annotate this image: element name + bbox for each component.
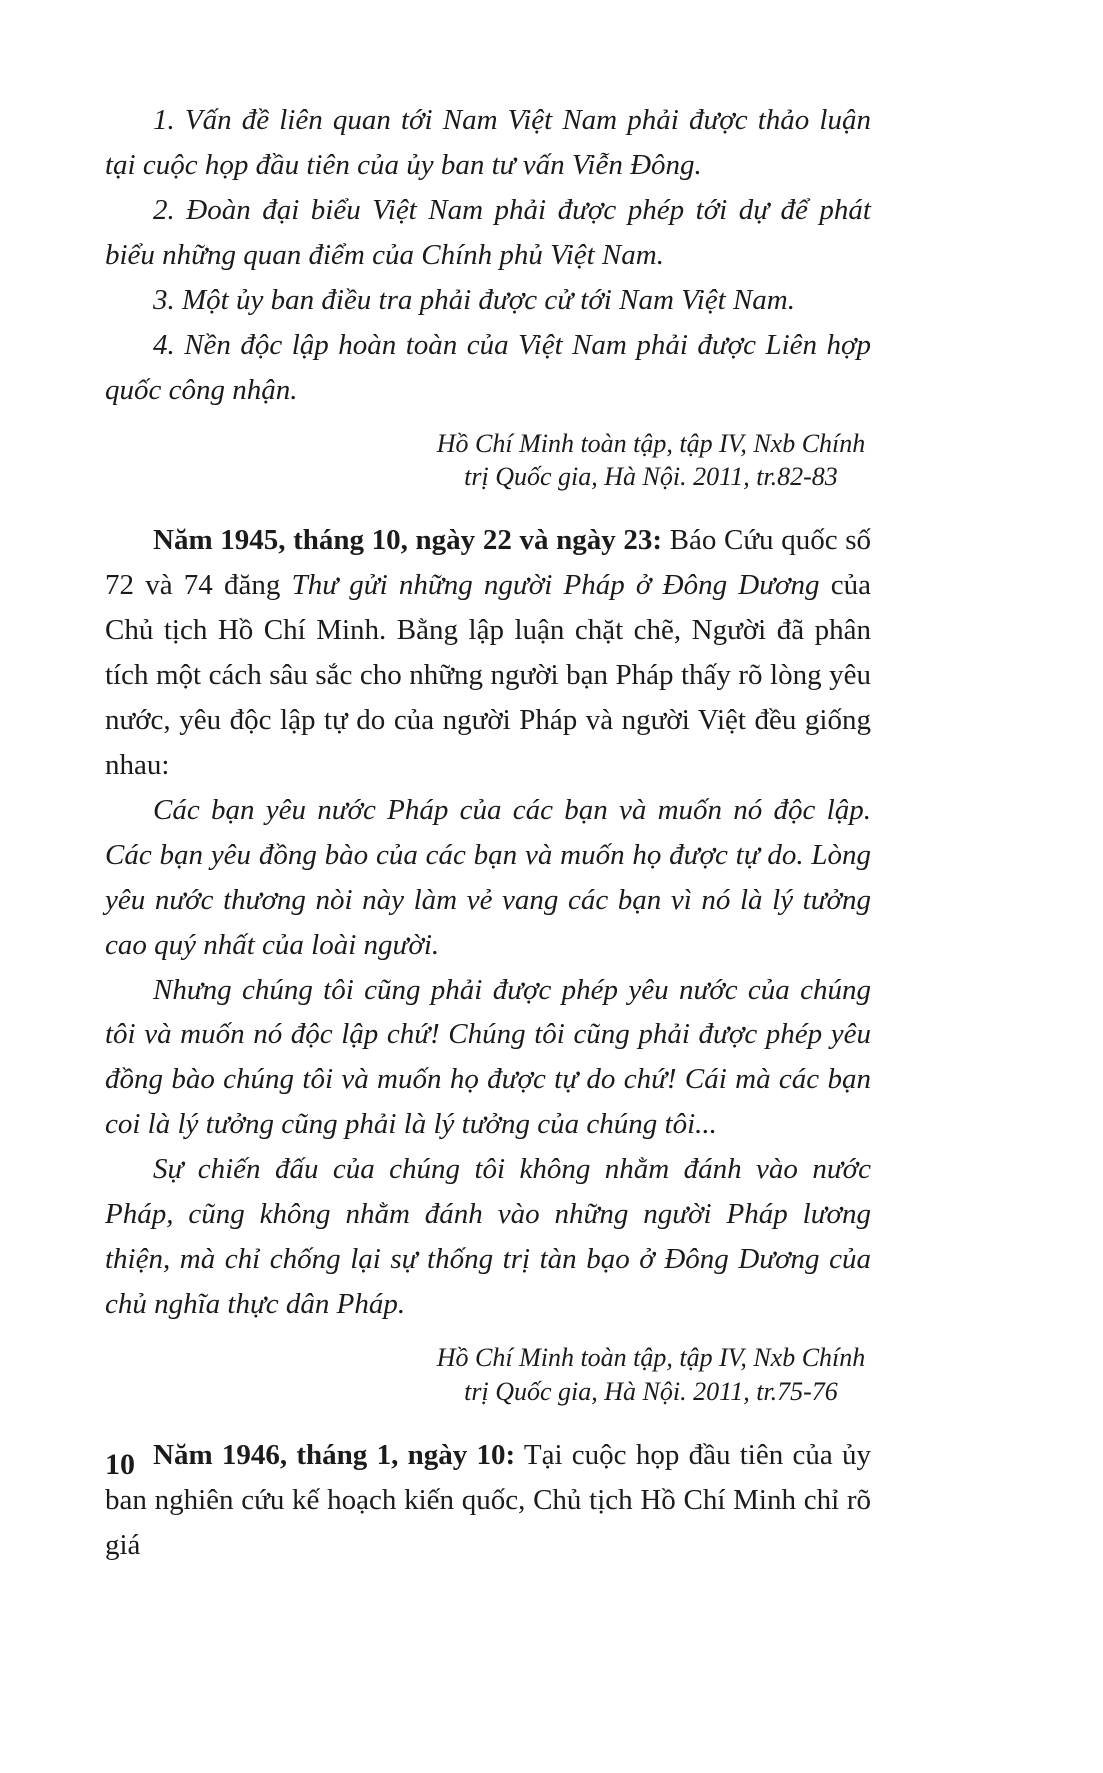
numbered-point-4: 4. Nền độc lập hoàn toàn của Việt Nam phải được Liên hợp quốc công nhận. xyxy=(105,328,871,406)
quote-paragraph-2: Nhưng chúng tôi cũng phải được phép yêu nước của chúng tôi và muốn nó độc lập chứ! Chúng tôi cũng phải được phép yêu đồng bào chúng tôi và muốn họ được tự do chứ! Cái mà các bạn coi là lý tưởng cũng phải là lý tưởng của chúng tôi... xyxy=(105,973,871,1141)
source-citation-1 xyxy=(431,427,871,495)
quote-paragraph-1: Các bạn yêu nước Pháp của các bạn và muốn nó độc lập. Các bạn yêu đồng bào của các bạn và muốn họ được tự do. Lòng yêu nước thương nòi này làm vẻ vang các bạn vì nó là lý tưởng cao quý nhất của loài người. xyxy=(105,793,871,961)
date-heading: Năm 1945, tháng 10, ngày 22 và ngày 23: xyxy=(153,524,663,557)
citation-line: trị Quốc gia, Hà Nội. 2011, tr.82-83 xyxy=(464,462,838,492)
paragraph-text: Báo Cứu quốc số 72 và 74 đăng xyxy=(105,524,871,602)
page-number: 10 xyxy=(105,1448,135,1481)
source-citation-2 xyxy=(431,1341,871,1409)
citation-line: Hồ Chí Minh toàn tập, tập IV, Nxb Chính xyxy=(436,1343,866,1373)
letter-title: Thư gửi những người Pháp ở Đông Dương xyxy=(291,569,820,602)
paragraph-text: Tại cuộc họp đầu tiên của ủy ban nghiên cứu kế hoạch kiến quốc, Chủ tịch Hồ Chí Minh chỉ rõ giá xyxy=(105,1438,871,1561)
numbered-point-1: 1. Vấn đề liên quan tới Nam Việt Nam phải được thảo luận tại cuộc họp đầu tiên của ủy ban tư vấn Viễn Đông. xyxy=(105,104,871,181)
numbered-point-2: 2. Đoàn đại biểu Việt Nam phải được phép tới dự để phát biểu những quan điểm của Chính phủ Việt Nam. xyxy=(105,193,871,271)
paragraph-jan-1946 xyxy=(105,1433,871,1568)
numbered-point-3: 3. Một ủy ban điều tra phải được cử tới Nam Việt Nam. xyxy=(153,283,795,316)
date-heading: Năm 1946, tháng 1, ngày 10: xyxy=(153,1438,516,1471)
citation-line: Hồ Chí Minh toàn tập, tập IV, Nxb Chính xyxy=(436,428,866,458)
paragraph-text: của Chủ tịch Hồ Chí Minh. Bằng lập luận chặt chẽ, Người đã phân tích một cách sâu sắc cho những người bạn Pháp thấy rõ lòng yêu nước, yêu độc lập tự do của người Pháp và người Việt đều giống nhau: xyxy=(105,569,871,781)
quote-paragraph-3: Sự chiến đấu của chúng tôi không nhằm đánh vào nước Pháp, cũng không nhằm đánh vào những người Pháp lương thiện, mà chỉ chống lại sự thống trị tàn bạo ở Đông Dương của chủ nghĩa thực dân Pháp. xyxy=(105,1153,871,1321)
paragraph-oct-1945 xyxy=(105,518,871,788)
citation-line: trị Quốc gia, Hà Nội. 2011, tr.75-76 xyxy=(464,1376,838,1406)
page-content xyxy=(105,98,871,1567)
